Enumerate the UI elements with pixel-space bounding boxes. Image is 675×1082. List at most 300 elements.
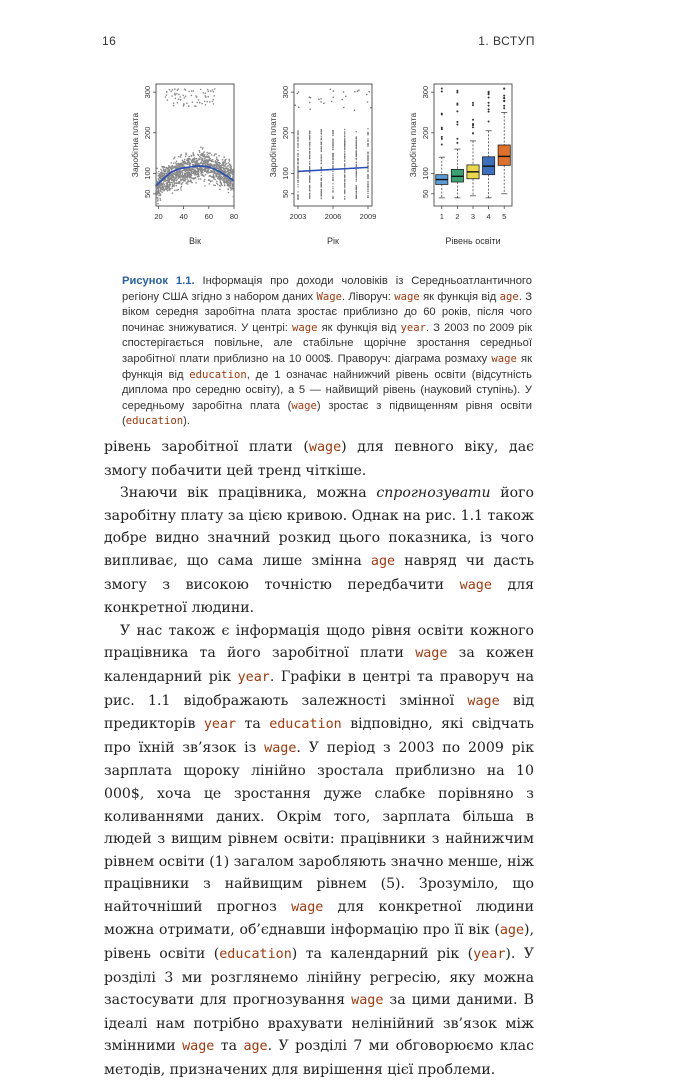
data-point — [205, 174, 207, 176]
data-point — [332, 131, 333, 132]
data-point — [205, 93, 207, 95]
data-point — [160, 199, 162, 201]
data-point — [218, 162, 220, 164]
data-point — [156, 180, 158, 182]
data-point — [209, 101, 211, 103]
data-point — [343, 107, 345, 109]
data-point — [182, 179, 184, 181]
text-run: . Графіки в центрі та праворуч на рис. 1.1 відображають залежності змінної — [104, 668, 534, 709]
outlier-point — [456, 92, 458, 94]
y-tick-label: 50 — [281, 189, 290, 198]
x-tick-label: 5 — [502, 212, 507, 221]
data-point — [179, 96, 181, 98]
outlier-point — [441, 128, 443, 130]
data-point — [188, 160, 190, 162]
data-point — [161, 170, 163, 172]
data-point — [199, 102, 201, 104]
data-point — [160, 173, 162, 175]
data-point — [165, 180, 167, 182]
page-number: 16 — [102, 34, 117, 48]
y-axis-label: Заробітна плата — [408, 112, 418, 178]
data-point — [332, 159, 333, 160]
data-point — [174, 94, 176, 96]
data-point — [321, 184, 322, 185]
data-point — [181, 171, 183, 173]
data-point — [216, 182, 218, 184]
data-point — [194, 105, 196, 107]
data-point — [186, 170, 188, 172]
x-tick-label: 2 — [455, 212, 460, 221]
data-point — [209, 158, 211, 160]
data-point — [344, 166, 345, 167]
text-run: його заробітну плату за цією кривою. Однак на рис. 1.1 також добре видно значний розкид цього показника, із чого випливає, що сама лише змінна — [104, 485, 534, 569]
y-tick-label: 100 — [421, 167, 430, 180]
text-run: рівень заробітної плати ( — [104, 439, 309, 455]
data-point — [321, 182, 322, 183]
data-point — [179, 181, 181, 183]
data-point — [204, 101, 206, 103]
data-point — [344, 187, 345, 188]
data-point — [297, 182, 298, 183]
data-point — [197, 102, 199, 104]
data-point — [297, 162, 298, 163]
data-point — [187, 170, 189, 172]
data-point — [356, 138, 357, 139]
data-point — [332, 186, 333, 187]
data-point — [214, 185, 216, 187]
y-tick-label: 300 — [143, 85, 152, 99]
code-term: education — [189, 368, 247, 381]
outlier-point — [441, 91, 443, 93]
data-point — [297, 156, 298, 157]
data-point — [332, 138, 333, 139]
data-point — [321, 163, 322, 164]
data-point — [178, 94, 180, 96]
data-point — [229, 180, 231, 182]
text-run: ) та календарний рік ( — [291, 946, 474, 963]
data-point — [190, 163, 192, 165]
data-point — [200, 178, 202, 180]
data-point — [183, 169, 185, 171]
data-point — [220, 182, 222, 184]
data-point — [169, 188, 171, 190]
data-point — [297, 175, 298, 176]
data-point — [229, 183, 231, 185]
code-term: wage — [459, 577, 492, 593]
code-term: wage — [308, 440, 342, 455]
text-run: спрогнозувати — [376, 485, 491, 502]
data-point — [177, 172, 179, 174]
data-point — [321, 142, 322, 143]
data-point — [233, 196, 235, 198]
data-point — [200, 89, 202, 91]
code-term: wage — [351, 993, 384, 1009]
code-term: wage — [491, 352, 517, 365]
data-point — [344, 198, 345, 199]
code-term: age — [370, 553, 396, 569]
data-point — [297, 130, 298, 131]
data-point — [367, 195, 368, 196]
data-point — [332, 135, 333, 136]
data-point — [356, 131, 357, 132]
text-run: та — [236, 716, 270, 733]
data-point — [321, 156, 322, 157]
data-point — [356, 142, 357, 143]
code-term: wage — [182, 1039, 215, 1055]
y-tick-label: 300 — [281, 85, 290, 99]
text-run: ). — [183, 415, 190, 428]
data-point — [157, 193, 159, 195]
data-point — [160, 172, 162, 174]
data-point — [309, 139, 310, 140]
data-point — [190, 173, 192, 175]
data-point — [294, 104, 296, 106]
data-point — [193, 155, 195, 157]
data-point — [345, 96, 347, 98]
data-point — [219, 163, 221, 165]
data-point — [190, 169, 192, 171]
data-point — [219, 189, 221, 191]
data-point — [332, 153, 333, 154]
text-run: . У період з 2003 по 2009 рік зарплата щороку лінійно зростала приблизно на 10 000$, хоча це зростання дуже слабке порівняно з коливаннями даних. Окрім того, зарплата більша в людей з вищим рівнем освіти: працівники з найнижчим рівнем освіти (1) загалом заробляють значно менше, ніж працівники з найвищим рівнем (5). Зрозуміло, що найточніший прогноз — [104, 739, 534, 915]
text-run: ) зростає з підвищенням рівня освіти ( — [122, 399, 532, 428]
data-point — [344, 163, 345, 164]
text-run: Інформація про доходи чоловіків із Середньоатлантичного регіону США згідно з набором даних — [122, 275, 532, 303]
data-point — [192, 159, 194, 161]
figure-panels — [110, 78, 520, 253]
data-point — [168, 184, 170, 186]
data-point — [217, 173, 219, 175]
data-point — [188, 105, 190, 107]
data-point — [221, 183, 223, 185]
box — [498, 145, 510, 165]
text-run: як функція від — [317, 321, 401, 334]
x-axis-label: Рівень освіти — [445, 236, 501, 246]
data-point — [321, 194, 322, 195]
data-point — [163, 169, 165, 171]
data-point — [213, 166, 215, 168]
data-point — [193, 177, 195, 179]
data-point — [201, 163, 203, 165]
data-point — [220, 173, 222, 175]
outlier-point — [488, 111, 490, 113]
data-point — [344, 181, 345, 182]
data-point — [201, 172, 203, 174]
data-point — [169, 170, 171, 172]
data-point — [297, 173, 298, 174]
outlier-point — [441, 113, 443, 115]
data-point — [367, 134, 368, 135]
data-point — [171, 162, 173, 164]
data-point — [159, 175, 161, 177]
data-point — [297, 186, 298, 187]
data-point — [182, 95, 184, 97]
data-point — [297, 132, 298, 133]
boxplot-1 — [436, 88, 448, 222]
text-run: ). У розділі 3 ми розглянемо лінійну регресію, яку можна застосувати для прогнозування — [104, 946, 535, 1009]
code-term: wage — [415, 646, 448, 662]
data-point — [204, 151, 206, 153]
data-point — [176, 93, 178, 95]
data-point — [332, 144, 333, 145]
data-point — [160, 178, 162, 180]
data-point — [172, 165, 174, 167]
data-point — [321, 131, 322, 132]
x-axis-label: Вік — [189, 236, 201, 246]
data-point — [191, 155, 193, 157]
data-point — [344, 179, 345, 180]
data-point — [189, 177, 191, 179]
data-point — [183, 103, 185, 105]
data-point — [157, 175, 159, 177]
data-point — [356, 193, 357, 194]
data-point — [318, 98, 320, 100]
text-run: ), рівень освіти ( — [104, 922, 534, 963]
data-point — [185, 183, 187, 185]
data-point — [367, 155, 368, 156]
data-point — [212, 164, 214, 166]
data-point — [155, 181, 157, 183]
data-point — [344, 142, 345, 143]
data-point — [204, 179, 206, 181]
data-point — [170, 182, 172, 184]
data-point — [202, 175, 204, 177]
data-point — [344, 129, 345, 130]
data-point — [332, 183, 333, 184]
data-point — [172, 179, 174, 181]
data-point — [297, 160, 298, 161]
data-point — [208, 171, 210, 173]
data-point — [219, 179, 221, 181]
text-run: . У розділі 7 ми обговорюємо клас методів, призначених для вирішення цієї проблеми. — [104, 1038, 534, 1079]
data-point — [158, 171, 160, 173]
data-point — [208, 179, 210, 181]
outlier-point — [488, 121, 490, 123]
data-point — [206, 152, 208, 154]
data-point — [210, 165, 212, 167]
data-point — [186, 102, 188, 104]
data-point — [297, 141, 298, 142]
data-point — [297, 195, 298, 196]
data-point — [197, 164, 199, 166]
data-point — [321, 155, 322, 156]
data-point — [219, 185, 221, 187]
data-point — [160, 189, 162, 191]
data-point — [185, 154, 187, 156]
data-point — [212, 89, 214, 91]
text-run: . З 2003 по 2009 рік спостерігається повільне, але стабільне щорічне зростання середньої заробітної плати приблизно на 10 000$. Праворуч: діаграма розмаху — [122, 321, 532, 365]
data-point — [203, 180, 205, 182]
data-point — [174, 165, 176, 167]
data-point — [193, 90, 195, 92]
data-point — [190, 175, 192, 177]
data-point — [172, 89, 174, 91]
data-point — [174, 179, 176, 181]
data-point — [332, 157, 333, 158]
data-point — [187, 183, 189, 185]
data-point — [180, 175, 182, 177]
data-point — [210, 90, 212, 92]
y-tick-label: 200 — [143, 126, 152, 140]
data-point — [331, 101, 333, 103]
data-point — [344, 136, 345, 137]
data-point — [202, 153, 204, 155]
data-point — [356, 191, 357, 192]
data-point — [168, 178, 170, 180]
data-point — [367, 184, 368, 185]
data-point — [224, 165, 226, 167]
data-point — [367, 128, 368, 129]
data-point — [321, 196, 322, 197]
outlier-point — [472, 102, 474, 104]
data-point — [297, 191, 298, 192]
text-run: Знаючи вік працівника, можна — [120, 485, 377, 502]
data-point — [197, 154, 199, 156]
data-point — [175, 98, 177, 100]
text-run: як функція від — [419, 290, 500, 303]
text-run: відповідно, які свідчать про їхній зв’язок із — [104, 716, 534, 756]
data-point — [198, 178, 200, 180]
data-point — [207, 96, 209, 98]
data-point — [333, 90, 335, 92]
data-point — [207, 89, 209, 91]
data-point — [174, 185, 176, 187]
data-point — [165, 172, 167, 174]
data-point — [309, 151, 310, 152]
data-point — [187, 181, 189, 183]
data-point — [356, 147, 357, 148]
outlier-point — [503, 107, 505, 109]
outlier-point — [503, 100, 505, 102]
data-point — [174, 88, 176, 90]
text-run: . Ліворуч: — [341, 290, 395, 303]
scatter-points — [294, 89, 371, 201]
data-point — [367, 101, 369, 103]
data-point — [213, 99, 215, 101]
data-point — [195, 177, 197, 179]
data-point — [356, 162, 357, 163]
data-point — [211, 170, 213, 172]
data-point — [356, 189, 357, 190]
data-point — [367, 143, 368, 144]
data-point — [216, 181, 218, 183]
data-point — [185, 175, 187, 177]
data-point — [173, 105, 175, 107]
outlier-point — [488, 91, 490, 93]
data-point — [221, 170, 223, 172]
data-point — [189, 173, 191, 175]
data-point — [344, 152, 345, 153]
data-point — [356, 179, 357, 180]
data-point — [168, 186, 170, 188]
data-point — [185, 156, 187, 158]
data-point — [208, 155, 210, 157]
data-point — [167, 187, 169, 189]
data-point — [188, 156, 190, 158]
data-point — [194, 170, 196, 172]
data-point — [208, 169, 210, 171]
data-point — [222, 159, 224, 161]
data-point — [166, 167, 168, 169]
data-point — [367, 191, 368, 192]
data-point — [367, 171, 368, 172]
outlier-point — [456, 142, 458, 144]
data-point — [356, 158, 357, 159]
data-point — [356, 197, 357, 198]
data-point — [297, 144, 298, 145]
data-point — [196, 158, 198, 160]
data-point — [198, 99, 200, 101]
text-run: У нас також є інформація щодо рівня освіти кожного працівника та його заробітної плати — [104, 622, 534, 662]
data-point — [227, 181, 229, 183]
data-point — [309, 102, 311, 104]
data-point — [184, 159, 186, 161]
data-point — [321, 146, 322, 147]
data-point — [297, 169, 298, 170]
data-point — [207, 160, 209, 162]
data-point — [205, 104, 207, 106]
data-point — [367, 162, 368, 163]
data-point — [356, 180, 357, 181]
data-point — [310, 97, 312, 99]
data-point — [218, 155, 220, 157]
outlier-point — [472, 132, 474, 134]
data-point — [366, 94, 368, 96]
data-point — [224, 185, 226, 187]
data-point — [321, 151, 322, 152]
data-point — [163, 184, 165, 186]
data-point — [215, 160, 217, 162]
data-point — [297, 138, 298, 139]
data-point — [320, 98, 322, 100]
data-point — [321, 192, 322, 193]
data-point — [356, 159, 357, 160]
data-point — [161, 189, 163, 191]
data-point — [297, 198, 298, 199]
data-point — [332, 191, 333, 192]
data-point — [176, 182, 178, 184]
data-point — [227, 165, 229, 167]
data-point — [182, 160, 184, 162]
data-point — [367, 160, 368, 161]
data-point — [332, 147, 333, 148]
paragraph — [104, 436, 534, 482]
data-point — [166, 94, 168, 96]
data-point — [204, 170, 206, 172]
data-point — [344, 185, 345, 186]
data-point — [196, 96, 198, 98]
data-point — [204, 158, 206, 160]
text-run: , де 1 означає найнижчий рівень освіти (відсутність диплома про середню освіту), а 5 — найвищий рівень (науковий ступінь). У середньому заробітна плата ( — [122, 368, 532, 412]
outlier-point — [503, 97, 505, 99]
data-point — [332, 130, 333, 131]
data-point — [226, 163, 228, 165]
data-point — [229, 170, 231, 172]
data-point — [342, 99, 344, 101]
data-point — [191, 172, 193, 174]
data-point — [297, 150, 298, 151]
outlier-point — [488, 97, 490, 99]
data-point — [168, 167, 170, 169]
data-point — [155, 197, 157, 199]
data-point — [367, 165, 368, 166]
data-point — [332, 97, 334, 99]
data-point — [214, 95, 216, 97]
data-point — [183, 105, 185, 107]
data-point — [309, 161, 310, 162]
data-point — [367, 158, 368, 159]
outlier-point — [456, 138, 458, 140]
